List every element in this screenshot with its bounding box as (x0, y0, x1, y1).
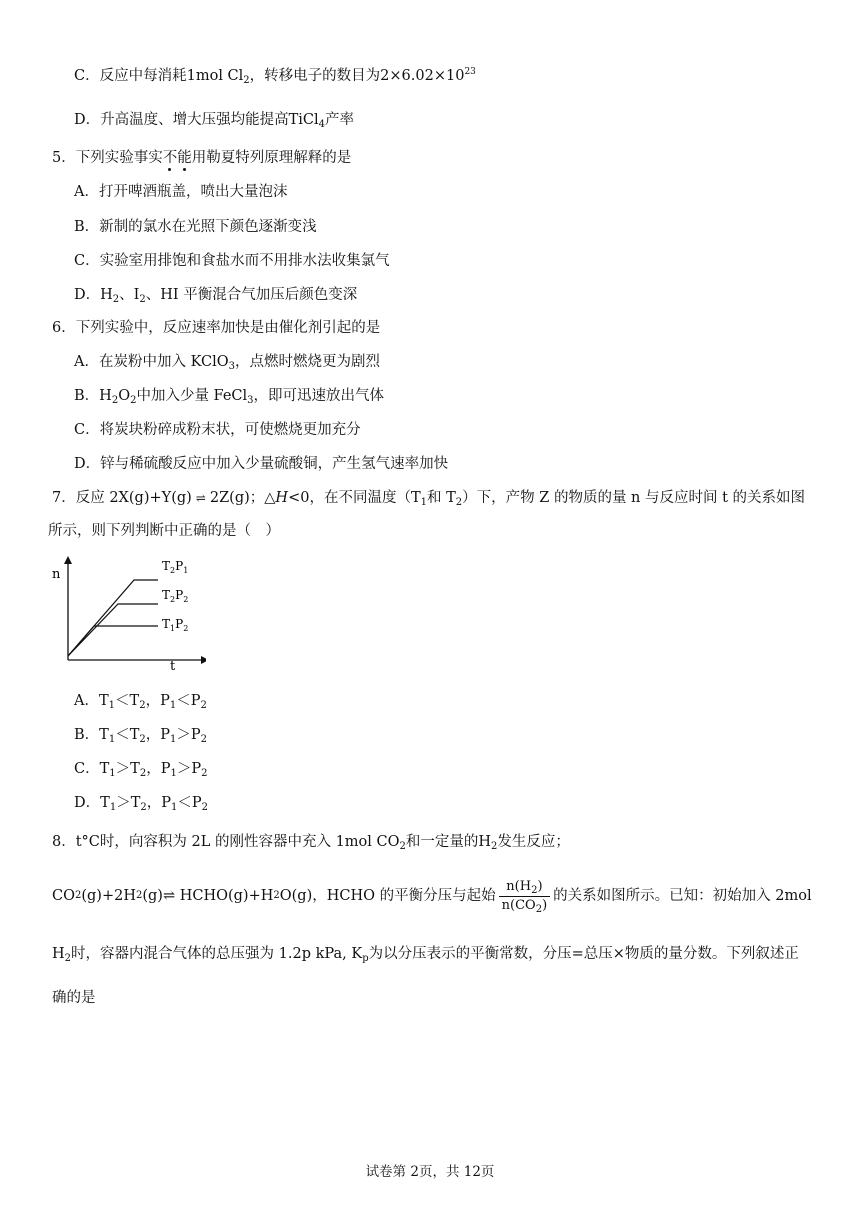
fraction: $\frac{n(H_2)}{n(CO_2)}$ (499, 878, 551, 915)
subscript: 2 (112, 294, 120, 305)
label-t2p2: $T_2P_2$ (162, 588, 189, 604)
text: ）下，产物 Z 的物质的量 n 与反应时间 t 的关系如图 (462, 490, 806, 506)
equilibrium-arrow-icon: ⇌ (195, 491, 206, 505)
text: A．在炭粉中加入 KClO (74, 354, 229, 370)
q6-option-d: D．锌与稀硫酸反应中加入少量硫酸铜，产生氢气速率加快 (74, 456, 449, 472)
q8-stem-line2: CO 2 (g)+2H 2 (g)⇌ HCHO(g)+H 2 O(g)，HCHO 的平衡分压与起始 $\frac{n(H_2)}{n(CO_2)}$ 的关系如图所示。已知：初始加入 2mol (52, 878, 812, 915)
text: 1mol Cl (186, 68, 244, 84)
text: 产率 (325, 112, 355, 128)
subscript: 2 (243, 75, 250, 86)
curve-t2p2 (68, 604, 158, 656)
subscript: 2 (139, 294, 146, 305)
q5-option-c: C．实验室用排饱和食盐水而不用排水法收集氯气 (74, 253, 390, 269)
text: O (118, 388, 131, 404)
q4-option-d (74, 110, 354, 130)
text: 和 T (427, 490, 456, 506)
q7-stem-line1 (52, 488, 805, 508)
text: 中加入少量 FeCl (136, 388, 248, 404)
q6-option-c: C．将炭块粉碎成粉末状，可使燃烧更加充分 (74, 422, 361, 438)
label-t1p2: $T_1P_2$ (162, 617, 189, 633)
x-axis-arrow-icon (201, 656, 206, 664)
q8-stem-line3: $H_2$时，容器内混合气体的总压强为 1.2p kPa, $K_p$为以分压表示的平衡常数，分压=总压×物质的量分数。下列叙述正 (52, 946, 799, 964)
text: ，转移电子的数目为 (249, 68, 381, 84)
subscript: 3 (228, 361, 236, 372)
text: 2Z(g)；△ (209, 490, 276, 506)
subscript: 2 (455, 497, 463, 508)
subscript: 1 (420, 497, 427, 508)
text: 用勒夏特列原理解释的是 (191, 150, 352, 166)
q5-option-b: B．新制的氯水在光照下颜色逐渐变浅 (74, 219, 317, 235)
q4-option-c (74, 66, 476, 86)
q7-graph (46, 552, 206, 672)
subscript: 4 (318, 119, 326, 130)
q7-option-c: C．$T_1>T_2$，$P_1>P_2$ (74, 761, 208, 779)
subscript: 2 (111, 395, 119, 406)
text: D．升高温度、增大压强均能提高 (74, 112, 289, 128)
q5-option-d (74, 285, 357, 305)
q7-option-d: D．$T_1>T_2$，$P_1<P_2$ (74, 795, 209, 813)
emphasis-dot: 能 (177, 150, 192, 166)
x-label: t (170, 659, 176, 672)
q6-option-b (74, 386, 384, 406)
text: ，点燃时燃烧更为剧烈 (235, 354, 381, 370)
subscript: 2 (130, 395, 137, 406)
q5-option-a: A．打开啤酒瓶盖，喷出大量泡沫 (74, 184, 288, 200)
text: D．H (74, 287, 113, 303)
q8-stem-line1: 8．t°C时，向容积为 2L 的刚性容器中充入 1mol $CO_2$和一定量的$H_2$发生反应； (52, 834, 570, 852)
q7-option-a: A．$T_1<T_2$，$P_1<P_2$ (74, 693, 207, 711)
q8-stem-line4: 确的是 (52, 990, 96, 1006)
y-label: n (52, 567, 61, 582)
q6-option-a (74, 352, 380, 372)
y-axis-arrow-icon (64, 556, 72, 564)
text: 2×6.02×10 (380, 68, 465, 84)
q6-stem: 6．下列实验中，反应速率加快是由催化剂引起的是 (52, 320, 381, 336)
page-footer: 试卷第 2页，共 12页 (365, 1164, 495, 1180)
q7-option-b: B．$T_1<T_2$，$P_1>P_2$ (74, 727, 208, 745)
q7-stem-line2: 所示，则下列判断中正确的是（ ） (48, 523, 280, 539)
text: 5．下列实验事实 (52, 150, 163, 166)
text: 、I (119, 287, 140, 303)
text: TiCl (288, 112, 319, 128)
text: <0，在不同温度（T (288, 490, 421, 506)
text: ，即可迅速放出气体 (253, 388, 385, 404)
text: B．H (74, 388, 112, 404)
curve-t2p1 (68, 580, 158, 656)
superscript: 23 (464, 67, 476, 77)
text: 7．反应 2X(g)+Y(g) (52, 490, 192, 506)
text: 、HI 平衡混合气加压后颜色变深 (145, 287, 358, 303)
curve-t1p2 (68, 626, 158, 656)
text: C．反应中每消耗 (74, 68, 187, 84)
label-t2p1: $T_2P_1$ (162, 559, 189, 575)
q5-stem (52, 148, 351, 168)
subscript: 3 (247, 395, 254, 406)
text: H (275, 490, 289, 506)
emphasis-dot: 不 (162, 150, 178, 166)
